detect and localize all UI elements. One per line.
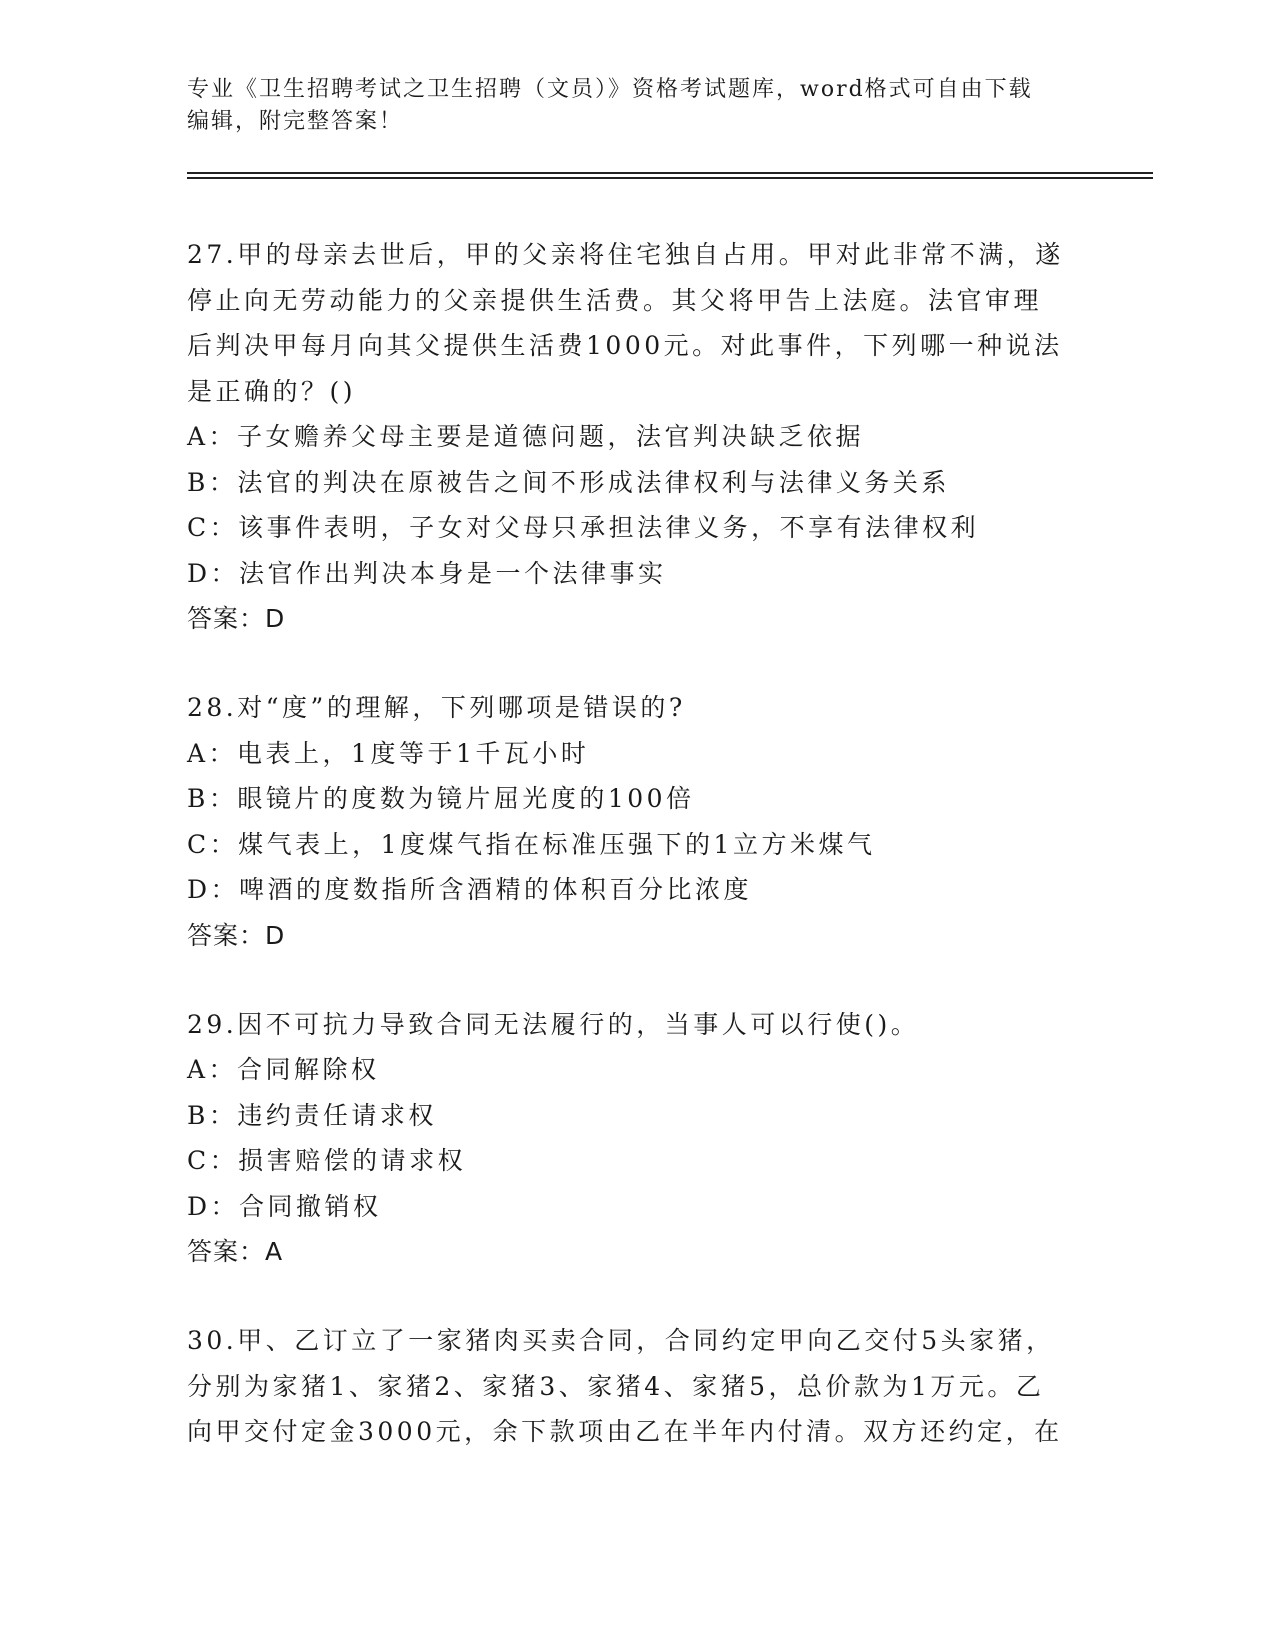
header-divider-top [187,172,1153,174]
question-text-line: 停止向无劳动能力的父亲提供生活费。其父将甲告上法庭。法官审理 [187,285,1043,315]
option-a: A：子女赡养父母主要是道德问题，法官判决缺乏依据 [187,422,865,451]
answer-label: 答案：A [187,1237,284,1266]
option-a: A：电表上，1度等于1千瓦小时 [187,738,590,768]
option-c: C：该事件表明，子女对父母只承担法律义务，不享有法律权利 [187,513,980,542]
header-line: 专业《卫生招聘考试之卫生招聘（文员）》资格考试题库，word格式可自由下载 [187,77,1033,102]
option-a: A：合同解除权 [187,1055,380,1084]
question-27 [187,232,1087,641]
option-d: D：合同撤销权 [187,1191,382,1221]
question-30 [187,1318,1087,1455]
question-text-line: 27.甲的母亲去世后，甲的父亲将住宅独自占用。甲对此非常不满，遂 [187,240,1064,269]
question-text-line: 后判决甲每月向其父提供生活费1000元。对此事件，下列哪一种说法 [187,331,1063,360]
question-28 [187,685,1087,958]
option-d: D：法官作出判决本身是一个法律事实 [187,558,667,588]
question-text-line: 29.因不可抗力导致合同无法履行的，当事人可以行使()。 [187,1009,920,1039]
question-text-line: 28.对“度”的理解，下列哪项是错误的? [187,693,686,722]
question-29 [187,1002,1087,1275]
option-b: B：违约责任请求权 [187,1100,437,1130]
option-b: B：法官的判决在原被告之间不形成法律权利与法律义务关系 [187,467,950,497]
answer-label: 答案：D [187,920,286,950]
option-c: C：损害赔偿的请求权 [187,1146,467,1175]
answer-label: 答案：D [187,604,286,633]
question-text-line: 30.甲、乙订立了一家猪肉买卖合同，合同约定甲向乙交付5头家猪， [187,1326,1055,1355]
option-d: D：啤酒的度数指所含酒精的体积百分比浓度 [187,875,753,904]
option-c: C：煤气表上，1度煤气指在标准压强下的1立方米煤气 [187,829,876,859]
question-text-line: 是正确的？() [187,376,357,406]
question-text-line: 分别为家猪1、家猪2、家猪3、家猪4、家猪5，总价款为1万元。乙 [187,1371,1045,1401]
header-divider-bottom [187,177,1153,179]
option-b: B：眼镜片的度数为镜片屈光度的100倍 [187,784,695,813]
document-header [187,74,1087,138]
question-text-line: 向甲交付定金3000元，余下款项由乙在半年内付清。双方还约定，在 [187,1417,1063,1446]
header-line: 编辑，附完整答案！ [187,109,404,134]
question-list [187,232,1087,1499]
